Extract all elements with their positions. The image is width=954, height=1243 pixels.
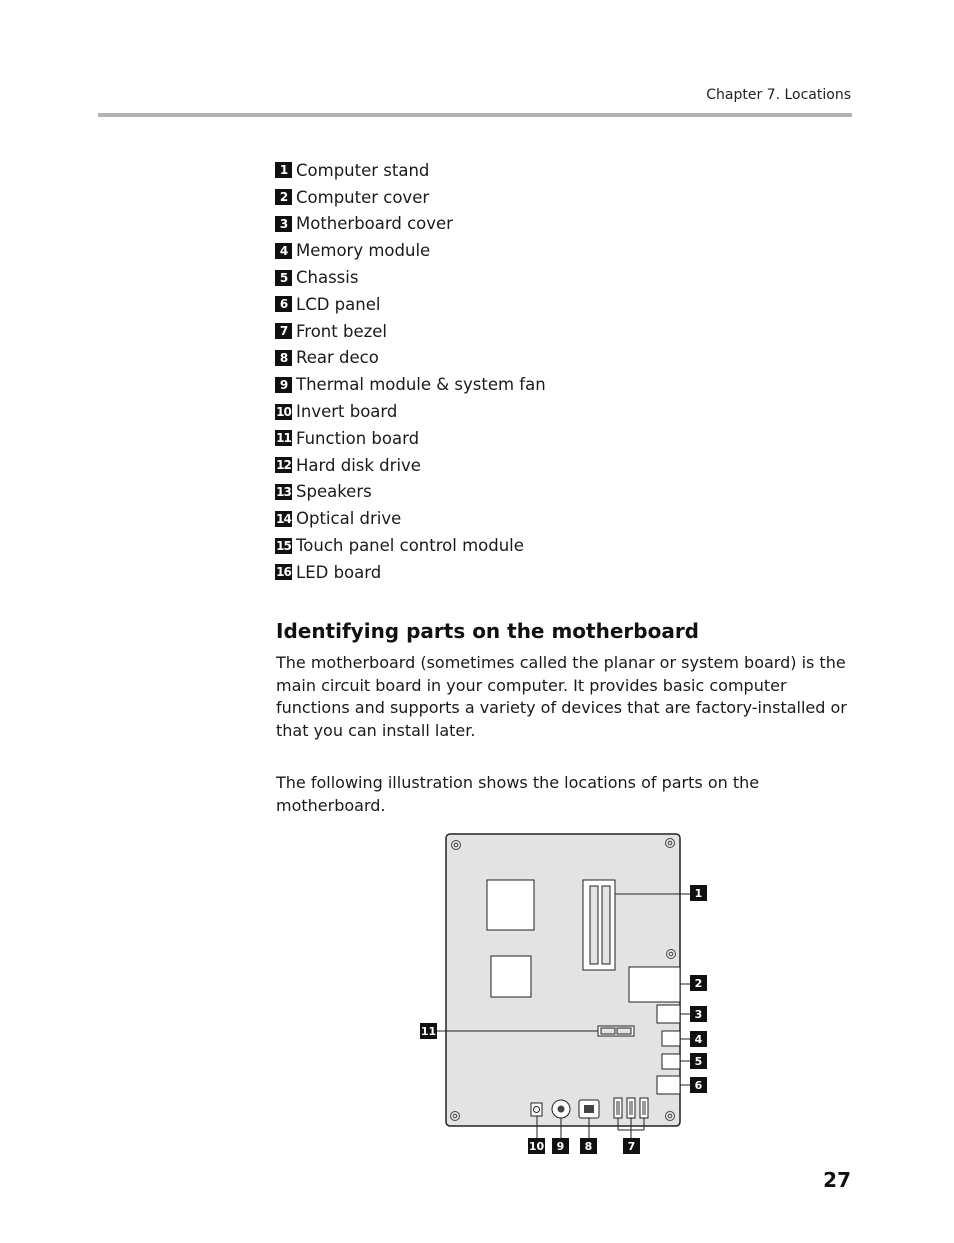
callout-2 [690, 975, 707, 991]
part-label: Computer cover [296, 187, 430, 207]
part-label: Rear deco [296, 348, 379, 368]
chipset-chip [491, 956, 531, 997]
part-label: Thermal module & system fan [296, 375, 546, 395]
chapter-header: Chapter 7. Locations [706, 87, 851, 103]
svg-text:6: 6 [694, 1079, 703, 1092]
part-label: Speakers [296, 482, 372, 502]
connector-2 [629, 967, 680, 1002]
svg-text:3: 3 [694, 1008, 703, 1021]
callout-number: 10 [276, 404, 291, 419]
memory-slot [583, 880, 615, 970]
callout-number: 1 [275, 162, 292, 178]
svg-text:8: 8 [584, 1140, 593, 1153]
callout-number: 14 [276, 511, 291, 526]
connector-11 [598, 1026, 634, 1036]
callout-number: 9 [275, 377, 292, 393]
svg-text:11: 11 [420, 1025, 437, 1038]
callout-8 [580, 1138, 597, 1154]
callout-number: 7 [275, 323, 292, 339]
part-label: Hard disk drive [296, 455, 421, 475]
svg-text:4: 4 [694, 1033, 703, 1046]
callout-7 [623, 1138, 640, 1154]
svg-text:10: 10 [528, 1140, 545, 1153]
callout-number: 2 [275, 189, 292, 205]
section-title: Identifying parts on the motherboard [276, 619, 699, 643]
callout-number: 13 [276, 484, 291, 499]
connector-4 [662, 1031, 680, 1046]
callout-10 [528, 1138, 545, 1154]
callout-number: 6 [275, 296, 292, 312]
cpu-chip [487, 880, 534, 930]
callout-number: 5 [275, 270, 292, 286]
callout-3 [690, 1006, 707, 1022]
callout-number: 11 [276, 431, 291, 446]
callout-number: 3 [275, 216, 292, 232]
svg-text:7: 7 [627, 1140, 636, 1153]
callout-9 [552, 1138, 569, 1154]
part-label: Memory module [296, 241, 431, 261]
svg-text:9: 9 [556, 1140, 565, 1153]
callout-11 [420, 1023, 437, 1039]
part-label: Front bezel [296, 321, 387, 341]
callout-number: 12 [276, 458, 291, 473]
part-label: LED board [296, 562, 382, 582]
part-label: Function board [296, 428, 420, 448]
svg-text:1: 1 [694, 887, 703, 900]
svg-text:2: 2 [694, 977, 703, 990]
part-label: Invert board [296, 402, 398, 422]
connector-6 [657, 1076, 680, 1094]
callout-number: 4 [275, 243, 292, 259]
svg-text:5: 5 [694, 1055, 703, 1068]
connector-3 [657, 1005, 680, 1023]
connector-5 [662, 1054, 680, 1069]
part-label: Optical drive [296, 509, 402, 529]
part-label: Chassis [296, 268, 359, 288]
callout-5 [690, 1053, 707, 1069]
callout-number: 16 [276, 565, 291, 580]
fan-icon [558, 1106, 565, 1113]
intro-paragraph: The motherboard (sometimes called the planar or system board) is the main circuit board in your computer. It provides basic computer functions and supports a variety of devices that are factory-installed or that you can install later. [276, 653, 847, 740]
sata-connectors-7 [614, 1098, 648, 1118]
callout-6 [690, 1077, 707, 1093]
callout-4 [690, 1031, 707, 1047]
part-label: LCD panel [296, 294, 381, 314]
part-label: Touch panel control module [296, 536, 524, 556]
illustration-caption: The following illustration shows the locations of parts on the motherboard. [276, 773, 760, 815]
callout-1 [690, 885, 707, 901]
callout-number: 8 [275, 350, 292, 366]
page-number: 27 [823, 1168, 851, 1192]
part-label: Motherboard cover [296, 214, 453, 234]
part-label: Computer stand [296, 160, 430, 180]
callout-number: 15 [276, 538, 291, 553]
connector-10 [531, 1103, 542, 1116]
